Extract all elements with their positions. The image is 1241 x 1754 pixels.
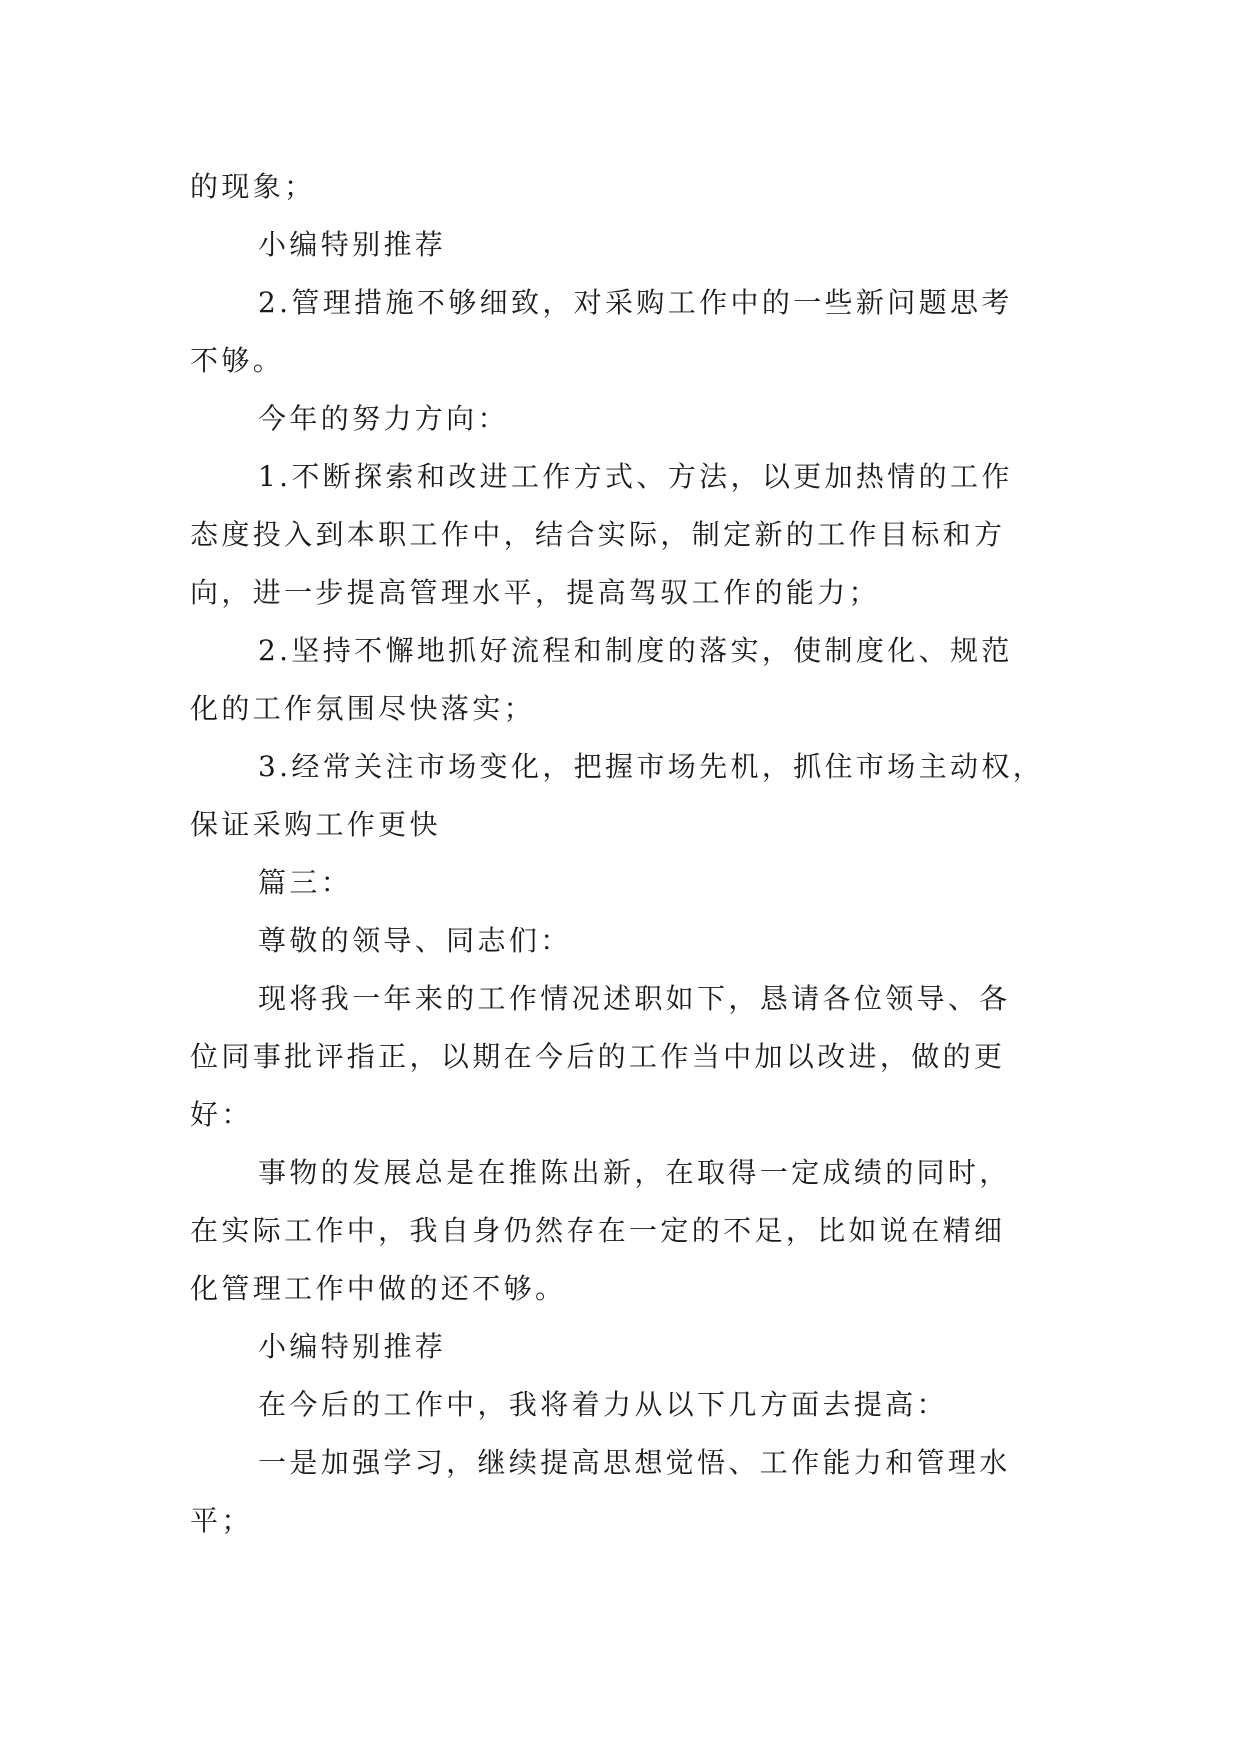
paragraph-line: 的现象； [190, 170, 316, 203]
paragraph-line: 不够。 [190, 344, 285, 377]
paragraph-line: 事物的发展总是在推陈出新，在取得一定成绩的同时， [258, 1156, 1011, 1189]
paragraph-line: 位同事批评指正，以期在今后的工作当中加以改进，做的更 [190, 1040, 1006, 1073]
paragraph-line: 2.管理措施不够细致，对采购工作中的一些新问题思考 [258, 286, 1013, 319]
paragraph-line: 在今后的工作中，我将着力从以下几方面去提高： [258, 1388, 948, 1421]
recommend-label: 小编特别推荐 [258, 1330, 447, 1363]
document-body [190, 158, 1060, 1550]
paragraph-line: 在实际工作中，我自身仍然存在一定的不足，比如说在精细 [190, 1214, 1006, 1247]
section-heading: 篇三： [258, 866, 353, 899]
paragraph-line: 1.不断探索和改进工作方式、方法，以更加热情的工作 [258, 460, 1013, 493]
paragraph-line: 一是加强学习，继续提高思想觉悟、工作能力和管理水 [258, 1446, 1011, 1479]
paragraph-line: 化的工作氛围尽快落实； [190, 692, 535, 725]
section-heading: 今年的努力方向： [258, 402, 509, 435]
paragraph-line: 保证采购工作更快 [190, 808, 441, 841]
paragraph-line: 化管理工作中做的还不够。 [190, 1272, 567, 1305]
paragraph-line: 现将我一年来的工作情况述职如下，恳请各位领导、各 [258, 982, 1011, 1015]
paragraph-line: 态度投入到本职工作中，结合实际，制定新的工作目标和方 [190, 518, 1006, 551]
paragraph-line: 好： [190, 1098, 253, 1131]
salutation: 尊敬的领导、同志们： [258, 924, 572, 957]
paragraph-line: 平； [190, 1504, 253, 1537]
paragraph-line: 3.经常关注市场变化，把握市场先机，抓住市场主动权， [258, 750, 1045, 783]
paragraph-line: 2.坚持不懈地抓好流程和制度的落实，使制度化、规范 [258, 634, 1013, 667]
paragraph-line: 向，进一步提高管理水平，提高驾驭工作的能力； [190, 576, 880, 609]
recommend-label: 小编特别推荐 [258, 228, 447, 261]
